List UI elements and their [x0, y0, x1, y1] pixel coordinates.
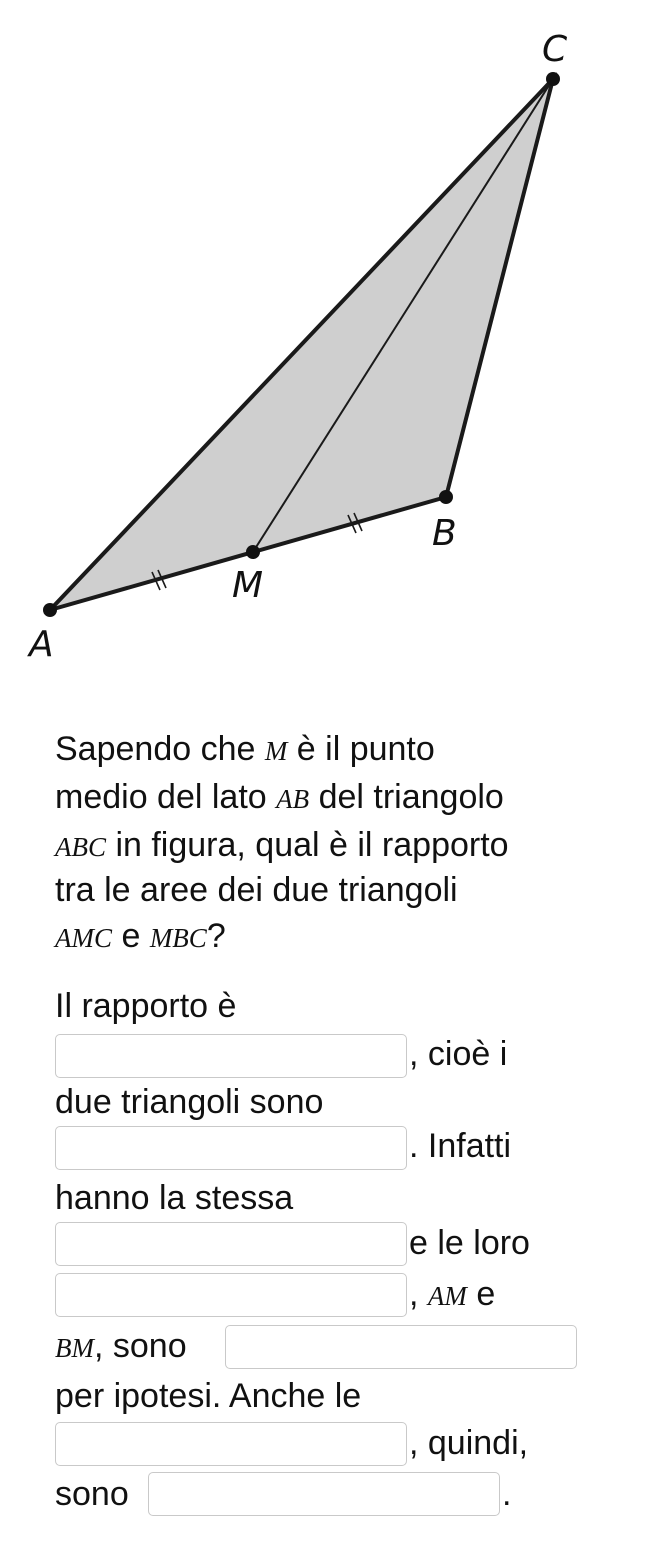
question-line-5: AMC e MBC?	[55, 917, 226, 955]
answer-blank-4[interactable]	[55, 1273, 407, 1317]
question-line-1: Sapendo che M è il punto	[55, 730, 435, 768]
triangle-figure	[0, 0, 663, 680]
text-after-blank-2: . Infatti	[409, 1127, 512, 1165]
answer-blank-7[interactable]	[148, 1472, 500, 1516]
answer-line-per-ipotesi: per ipotesi. Anche le	[55, 1377, 362, 1415]
label-c: C	[542, 29, 568, 70]
answer-blank-2[interactable]	[55, 1126, 407, 1170]
question-line-2: medio del lato AB del triangolo	[55, 778, 504, 816]
answer-line-triangoli-sono: due triangoli sono	[55, 1083, 324, 1121]
text-after-blank-1: , cioè i	[409, 1035, 508, 1073]
triangle-abc	[50, 79, 553, 610]
answer-line-sono: sono	[55, 1475, 129, 1513]
text-after-blank-7: .	[502, 1475, 512, 1513]
answer-blank-6[interactable]	[55, 1422, 407, 1466]
text-after-blank-4: , AM e	[409, 1275, 496, 1313]
answer-line-bm-sono: BM, sono	[55, 1327, 187, 1365]
answer-line-rapporto: Il rapporto è	[55, 987, 237, 1025]
question-line-3: ABC in figura, qual è il rapporto	[55, 826, 509, 864]
text-after-blank-3: e le loro	[409, 1224, 530, 1262]
answer-blank-5[interactable]	[225, 1325, 577, 1369]
point-c	[546, 72, 560, 86]
label-a: A	[29, 624, 54, 665]
point-b	[439, 490, 453, 504]
point-a	[43, 603, 57, 617]
text-after-blank-6: , quindi,	[409, 1424, 529, 1462]
answer-blank-1[interactable]	[55, 1034, 407, 1078]
answer-line-stessa: hanno la stessa	[55, 1179, 294, 1217]
label-b: B	[432, 513, 457, 554]
label-m: M	[232, 565, 264, 606]
question-line-4: tra le aree dei due triangoli	[55, 871, 458, 909]
point-m	[246, 545, 260, 559]
answer-blank-3[interactable]	[55, 1222, 407, 1266]
